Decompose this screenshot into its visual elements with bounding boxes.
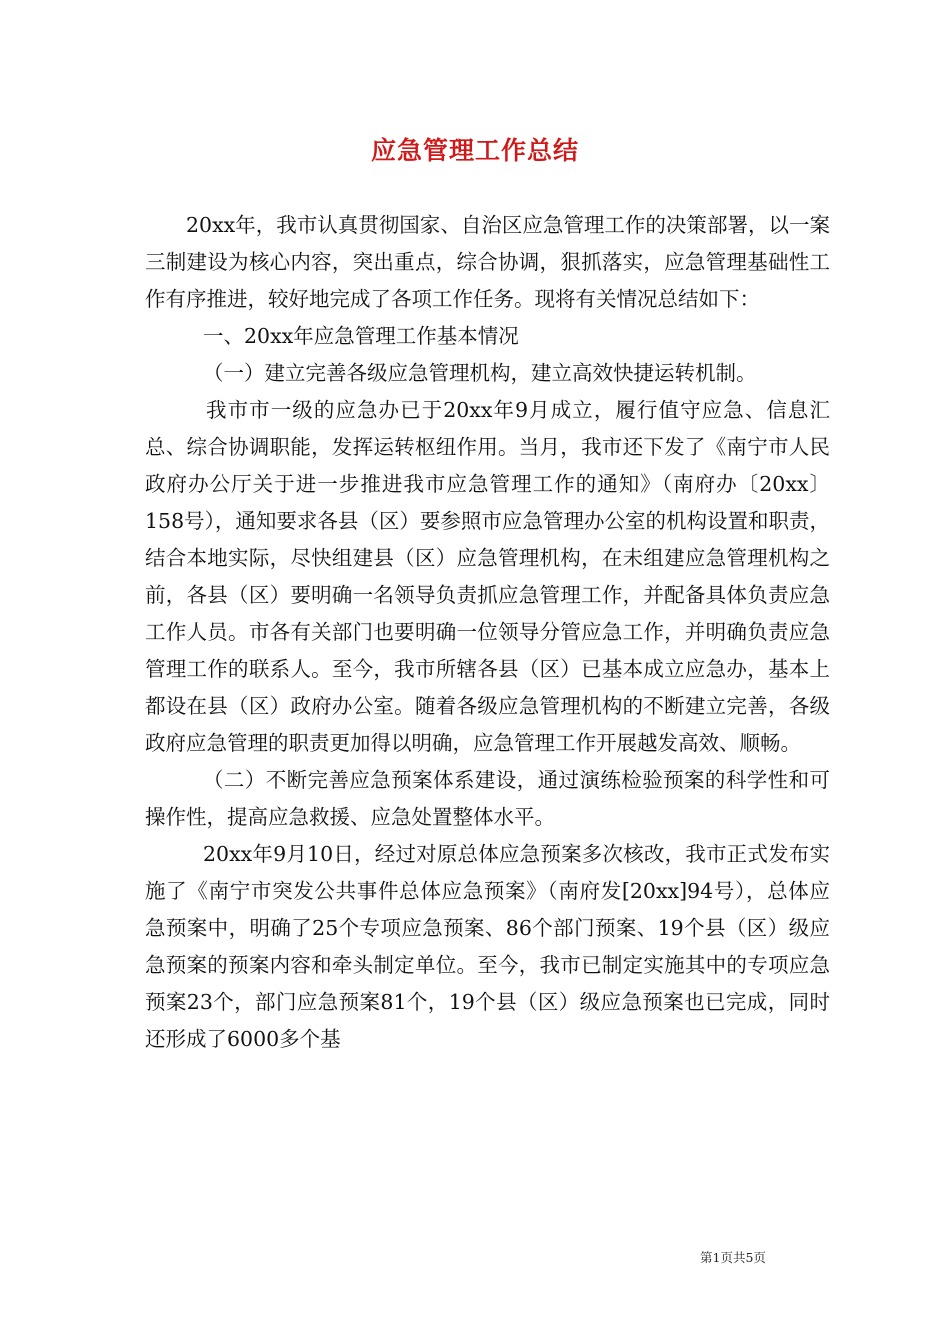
page-number-footer: 第1页共5页 [700, 1250, 766, 1265]
intro-paragraph: 20xx年，我市认真贯彻国家、自治区应急管理工作的决策部署，以一案三制建设为核心内容，突出重点，综合协调，狠抓落实，应急管理基础性工作有序推进，较好地完成了各项工作任务。现将有关情况总结如下： [145, 213, 830, 311]
body-paragraph-2: 20xx年9月10日，经过对原总体应急预案多次核改，我市正式发布实施了《南宁市突发公共事件总体应急预案》（南府发[20xx]94号），总体应急预案中，明确了25个专项应急预案、86个部门预案、19个县（区）级应急预案的预案内容和牵头制定单位。至今，我市已制定实施其中的专项应急预案23个，部门应急预案81个，19个县（区）级应急预案也已完成，同时还形成了6000多个基 [145, 842, 830, 1051]
section-heading-1: 一、20xx年应急管理工作基本情况 [203, 324, 519, 348]
subsection-heading-1: （一）建立完善各级应急管理机构，建立高效快捷运转机制。 [203, 361, 757, 385]
document-body [145, 207, 830, 1058]
subsection-heading-2: （二）不断完善应急预案体系建设，通过演练检验预案的科学性和可操作性，提高应急救援、应急处置整体水平。 [145, 768, 830, 829]
body-paragraph-1: 我市市一级的应急办已于20xx年9月成立，履行值守应急、信息汇总、综合协调职能，发挥运转枢纽作用。当月，我市还下发了《南宁市人民政府办公厅关于进一步推进我市应急管理工作的通知》（南府办〔20xx〕158号），通知要求各县（区）要参照市应急管理办公室的机构设置和职责，结合本地实际，尽快组建县（区）应急管理机构，在未组建应急管理机构之前，各县（区）要明确一名领导负责抓应急管理工作，并配备具体负责应急工作人员。市各有关部门也要明确一位领导分管应急工作，并明确负责应急管理工作的联系人。至今，我市所辖各县（区）已基本成立应急办，基本上都设在县（区）政府办公室。随着各级应急管理机构的不断建立完善，各级政府应急管理的职责更加得以明确，应急管理工作开展越发高效、顺畅。 [145, 398, 830, 755]
document-title: 应急管理工作总结 [370, 136, 579, 165]
